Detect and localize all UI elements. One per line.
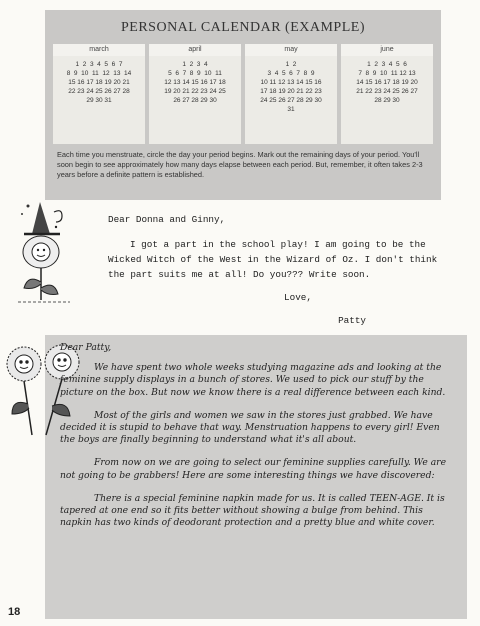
month-march — [53, 44, 145, 144]
letter-signature: Patty — [338, 315, 366, 326]
calendar-instructions: Each time you menstruate, circle the day your period begins. Mark out the remaining days of your period. You'll soon begin to see approximately how many days elapse between each period. But, remember, it often takes 2-3 years before a definite pattern is established. — [57, 150, 423, 179]
week: 24 25 26 27 28 29 30 — [260, 97, 322, 104]
calendar-months — [53, 44, 434, 144]
week: 22 23 24 25 26 27 28 — [68, 88, 130, 95]
week: 1 2 3 4 5 6 — [367, 61, 407, 68]
week: 14 15 16 17 18 19 20 — [356, 79, 418, 86]
week: 7 8 9 10 11 12 13 — [358, 70, 416, 77]
calendar-title: PERSONAL CALENDAR (EXAMPLE) — [121, 20, 365, 35]
month-april — [149, 44, 241, 144]
reply-letter — [60, 342, 456, 540]
week: 10 11 12 13 14 15 16 — [260, 79, 322, 86]
week: 21 22 23 24 25 26 27 — [356, 88, 418, 95]
letter-paragraph: From now on we are going to select our feminine supplies carefully. We are not going to be grabbers! Here are some interesting things we have discovered: — [60, 457, 447, 481]
witch-flower-icon — [10, 200, 90, 315]
week: 29 30 31 — [86, 97, 112, 104]
month-june — [341, 44, 433, 144]
letter-from-patty — [108, 212, 438, 328]
week: 28 29 30 — [374, 97, 400, 104]
week: 26 27 28 29 30 — [173, 97, 217, 104]
letter-closing: Love, — [284, 292, 312, 303]
week: 3 4 5 6 7 8 9 — [267, 70, 315, 77]
week: 1 2 — [285, 61, 297, 68]
page-number: 18 — [8, 606, 21, 618]
month-name: may — [245, 44, 337, 56]
week: 8 9 10 11 12 13 14 — [66, 70, 132, 77]
month-may — [245, 44, 337, 144]
week: 19 20 21 22 23 24 25 — [164, 88, 226, 95]
week: 31 — [287, 106, 295, 113]
letter-paragraph: There is a special feminine napkin made for us. It is called TEEN-AGE. It is tapered at one end so it fits better without showing a bulge from behind. This napkin has two kinds of deodorant protection and a pretty blue and white cover. — [60, 492, 445, 529]
letter-salutation: Dear Patty, — [60, 342, 112, 353]
letter-salutation: Dear Donna and Ginny, — [108, 214, 226, 225]
month-name: march — [53, 44, 145, 56]
letter-paragraph: Most of the girls and women we saw in the stores just grabbed. We have decided it is stupid to behave that way. Menstruation happens to every girl! Even the boys are finally beginning to understand what it's all about. — [60, 409, 440, 446]
letter-paragraph: We have spent two whole weeks studying magazine ads and looking at the feminine supply displays in a bunch of stores. We used to pick our stuff by the picture on the box. But now we know there is a real difference between each kind. — [60, 362, 446, 398]
month-name: april — [149, 44, 241, 56]
letter-body: I got a part in the school play! I am going to be the Wicked Witch of the West in the Wizard of Oz. I don't think the part suits me at all! Do you??? Write soon. — [108, 239, 438, 280]
week: 15 16 17 18 19 20 21 — [68, 79, 130, 86]
week: 1 2 3 4 — [182, 61, 208, 68]
week: 1 2 3 4 5 6 7 — [75, 61, 123, 68]
week: 12 13 14 15 16 17 18 — [164, 79, 226, 86]
calendar-panel — [45, 10, 441, 200]
month-name: june — [341, 44, 433, 56]
week: 5 6 7 8 9 10 11 — [168, 70, 222, 77]
week: 17 18 19 20 21 22 23 — [260, 88, 322, 95]
